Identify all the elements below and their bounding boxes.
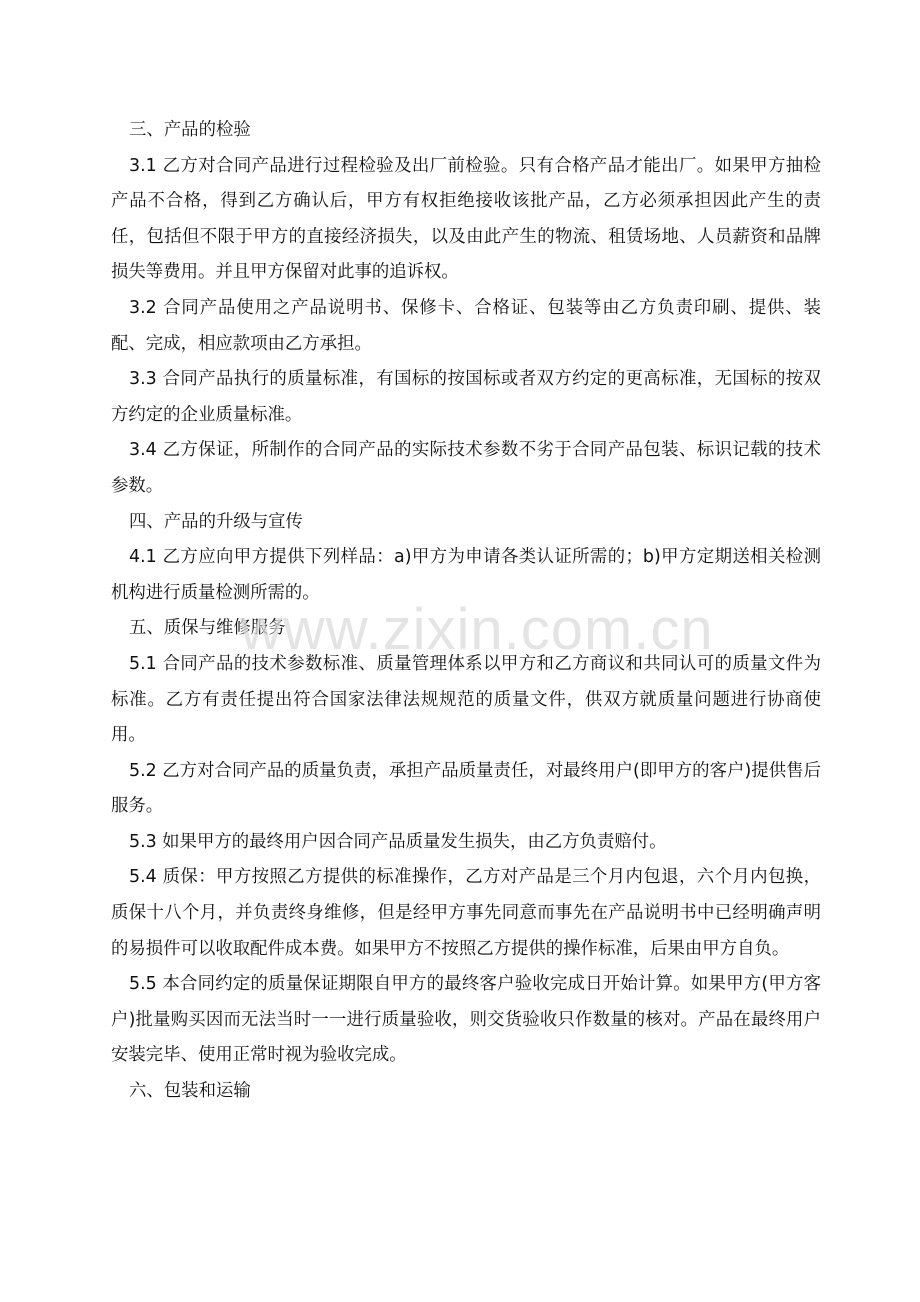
paragraph: 5.4 质保：甲方按照乙方提供的标准操作，乙方对产品是三个月内包退，六个月内包换，质保十八个月，并负责终身维修，但是经甲方事先同意而事先在产品说明书中已经明确声明的易损件可以收取配件成本费。如果甲方不按照乙方提供的操作标准，后果由甲方自负。 xyxy=(111,867,821,959)
section-heading: 四、产品的升级与宣传 xyxy=(129,511,303,532)
watermark-text: www.zixin.com.cn xyxy=(240,597,714,662)
section-heading: 三、产品的检验 xyxy=(129,120,251,140)
paragraph: 3.4 乙方保证，所制作的合同产品的实际技术参数不劣于合同产品包装、标识记载的技术参数。 xyxy=(111,440,821,496)
paragraph: 4.1 乙方应向甲方提供下列样品：a)甲方为申请各类认证所需的；b)甲方定期送相关检测机构进行质量检测所需的。 xyxy=(111,547,821,603)
paragraph: 5.2 乙方对合同产品的质量负责，承担产品质量责任，对最终用户(即甲方的客户)提供售后服务。 xyxy=(111,760,821,817)
paragraph: 5.5 本合同约定的质量保证期限自甲方的最终客户验收完成日开始计算。如果甲方(甲方客户)批量购买因而无法当时一一进行质量验收，则交货验收只作数量的核对。产品在最终用户安装完毕、使用正常时视为验收完成。 xyxy=(111,974,821,1066)
paragraph: 5.1 合同产品的技术参数标准、质量管理体系以甲方和乙方商议和共同认可的质量文件为标准。乙方有责任提出符合国家法律法规规范的质量文件，供双方就质量问题进行协商使用。 xyxy=(111,653,821,746)
paragraph: 3.3 合同产品执行的质量标准，有国标的按国标或者双方约定的更高标准，无国标的按双方约定的企业质量标准。 xyxy=(111,369,821,425)
section-heading: 五、质保与维修服务 xyxy=(129,618,286,639)
paragraph: 5.3 如果甲方的最终用户因合同产品质量发生损失，由乙方负责赔付。 xyxy=(129,831,667,852)
document-body xyxy=(111,113,821,1110)
section-heading: 六、包装和运输 xyxy=(129,1081,251,1102)
paragraph: 3.2 合同产品使用之产品说明书、保修卡、合格证、包装等由乙方负责印刷、提供、装配、完成，相应款项由乙方承担。 xyxy=(111,297,821,354)
paragraph: 3.1 乙方对合同产品进行过程检验及出厂前检验。只有合格产品才能出厂。如果甲方抽检产品不合格，得到乙方确认后，甲方有权拒绝接收该批产品，乙方必须承担因此产生的责任，包括但不限于甲方的直接经济损失，以及由此产生的物流、租赁场地、人员薪资和品牌损失等费用。并且甲方保留对此事的追诉权。 xyxy=(111,155,821,283)
